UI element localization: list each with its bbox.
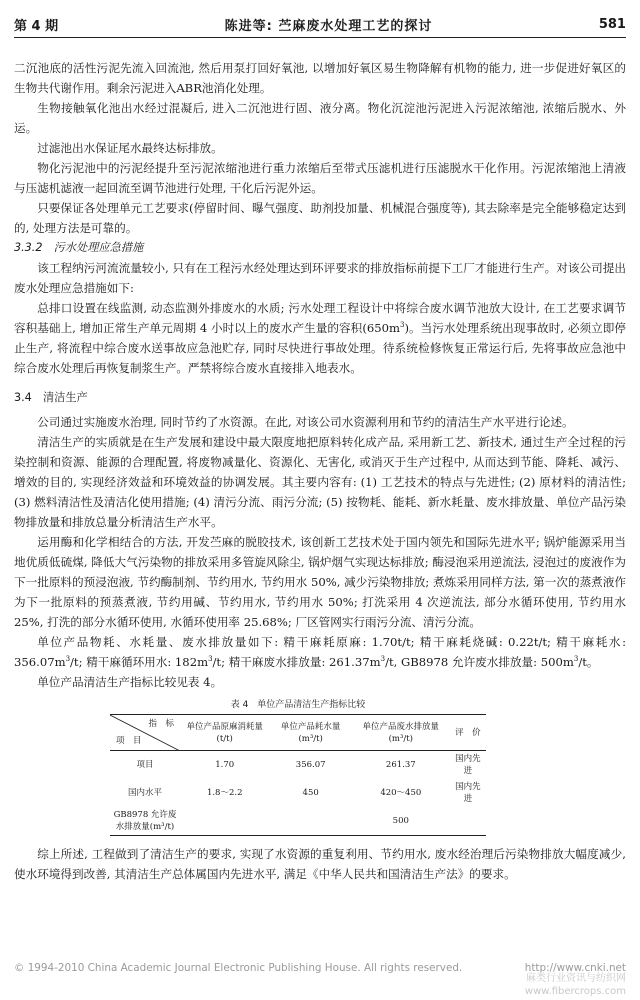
watermark-line: www.fibercrops.com: [524, 986, 626, 997]
table-cell: 261.37: [385, 760, 416, 770]
column-header: 单位产品原麻消耗量(t/t): [186, 721, 263, 744]
table-row: [110, 779, 486, 807]
table-cell: 国内先进: [455, 782, 481, 804]
table-header-row: [110, 715, 486, 751]
page-number: 581: [598, 16, 626, 32]
table-cell: 500: [392, 816, 409, 826]
text-run: /t。: [578, 655, 599, 669]
table-cell: 1.70: [215, 760, 235, 770]
paragraph: 公司通过实施废水治理, 同时节约了水资源。在此, 对该公司水资源利用和节约的清洁生产水平进行论述。: [37, 415, 574, 429]
paragraph: 物化污泥池中的污泥经提升至污泥浓缩池进行重力浓缩后至带式压滤机进行压滤脱水干化作用。污泥浓缩池上清液与压滤机滤液一起回流至调节池进行处理, 干化后污泥外运。: [14, 161, 626, 195]
table-cell: 420～450: [380, 788, 422, 798]
paragraph: 二沉池底的活性污泥先流入回流池, 然后用泵打回好氧池, 以增加好氧区易生物降解有机物的能力, 进一步促进好氧区的生物共代谢作用。剩余污泥进入ABR池消化处理。: [14, 61, 626, 95]
table-caption: 表 4 单位产品清洁生产指标比较: [230, 700, 366, 710]
comparison-table: [110, 714, 486, 836]
table-cell: 国内先进: [455, 754, 481, 776]
table-cell: [269, 807, 351, 836]
corner-label-top: 指 标: [148, 719, 174, 729]
paragraph: 单位产品清洁生产指标比较见表 4。: [37, 675, 223, 689]
paragraph: 生物接触氧化池出水经过混凝后, 进入二沉池进行固、液分离。物化沉淀池污泥进入污泥浓缩池, 浓缩后脱水、外运。: [14, 101, 626, 135]
table-row: [110, 807, 486, 836]
table-cell: [180, 807, 269, 836]
superscript: 3: [573, 655, 579, 664]
section-heading-3-4: 3.4 清洁生产: [14, 391, 88, 404]
column-header: 单位产品废水排放量(m³/t): [362, 721, 440, 744]
paragraph: 综上所述, 工程做到了清洁生产的要求, 实现了水资源的重复利用、节约用水, 废水经治理后污染物排放大幅度减少, 使水环境得到改善, 其清洁生产总体属国内先进水平, 满足《中华人民共和国清洁生产法》的要求。: [14, 847, 626, 881]
issue-number: 第 4 期: [14, 18, 59, 34]
text-run: 单位产品物耗、水耗量、废水排放量如下: 精干麻耗原麻: 1.70t/t; 精干麻耗烧碱: 0.22t/t; 精干麻耗水: 356.07m: [14, 635, 626, 669]
paragraph: 该工程纳污河流流量较小, 只有在工程污水经处理达到环评要求的排放指标前提下工厂才能进行生产。对该公司提出废水处理应急措施如下:: [14, 261, 626, 295]
table-row: [110, 751, 486, 780]
superscript: 3: [399, 321, 405, 330]
paragraph: [14, 298, 626, 378]
running-title: 陈进等: 苎麻废水处理工艺的探讨: [224, 18, 433, 34]
paragraph: 过滤池出水保证尾水最终达标排放。: [37, 141, 223, 155]
table-cell: 450: [302, 788, 319, 798]
cnki-link[interactable]: http://www.cnki.net: [524, 962, 626, 974]
table-cell: 1.8～2.2: [206, 788, 243, 798]
table-cell: 356.07: [295, 760, 326, 770]
table-cell: [450, 807, 486, 836]
row-label: 项目: [136, 760, 154, 770]
section-heading-3-3-2: 3.3.2 污水处理应急措施: [14, 241, 144, 254]
paragraph: 清洁生产的实质就是在生产发展和建设中最大限度地把原料转化成产品, 采用新工艺、新技术, 通过生产全过程的污染控制和资源、能源的合理配置, 将废物减量化、资源化、无害化, 或消灭于生产过程中, 从而达到节能、降耗、减污、增效的目的, 实现经济效益和环境效益的协调发展。其主要内容有: (1) 工艺技术的特点与先进性; (2) 原材料的清洁性; (3) 燃料清洁性及清洁化使用措施; (4) 清污分流、雨污分流; (5) 按物耗、能耗、新水耗量、废水排放量、单位产品污染物排放量和排放总量分析清洁生产水平。: [14, 435, 626, 529]
watermark-line: 麻类行业资讯与纺织网: [526, 973, 626, 984]
text-run: /t; 精干麻循环用水: 182m: [70, 655, 209, 669]
page-header: [14, 14, 626, 38]
corner-label-bottom: 项 目: [116, 736, 142, 746]
text-run: 总排口设置在线监测, 动态监测外排废水的水质; 污水处理工程设计中将综合废水调节池放大设计, 在工艺要求调节容积基础上, 增加正常生产单元周期 4 小时以上的废水产生量的容积(650m: [14, 301, 626, 335]
row-label: 国内水平: [127, 788, 162, 798]
superscript: 3: [380, 655, 386, 664]
paragraph: 运用酶和化学相结合的方法, 开发苎麻的脱胶技术, 该创新工艺技术处于国内领先和国际先进水平; 锅炉能源采用当地优质低硫煤, 降低大气污染物的排放采用多管旋风除尘, 锅炉烟气实现达标排放; 酶浸泡采用逆流法, 浸泡过的废液作为下一批原料的预浸泡液, 节约酶制剂、节约用水, 节约用水 50%, 减少污染物排放; 煮炼采用同样方法, 第一次的蒸煮液作为下一批原料的预蒸煮液, 节约用碱、节约用水, 节约用水 50%; 打洗采用 4 次逆流法, 部分水循环使用, 节约用水 25%, 打洗的部分水循环使用, 水循环使用率 25.68%; 厂区管网实行雨污分流、清污分流。: [14, 535, 626, 629]
row-label: GB8978 允许废水排放量(m³/t): [113, 810, 177, 832]
table-corner-cell: [110, 715, 180, 751]
text-run: /t, GB8978 允许废水排放量: 500m: [385, 655, 574, 669]
column-header: 评 价: [455, 727, 481, 738]
site-watermark: [525, 972, 626, 998]
superscript: 3: [208, 655, 213, 664]
article-body: [14, 58, 626, 884]
superscript: 3: [65, 655, 71, 664]
paragraph: 只要保证各处理单元工艺要求(停留时间、曝气强度、助剂投加量、机械混合强度等), 其去除率是完全能够稳定达到的, 处理方法是可靠的。: [14, 201, 626, 235]
copyright-notice: © 1994-2010 China Academic Journal Electronic Publishing House. All rights reserved.: [14, 962, 463, 974]
column-header: 单位产品耗水量(m³/t): [280, 721, 341, 744]
table-4: [14, 698, 626, 836]
paragraph: [14, 632, 626, 672]
text-run: /t; 精干麻废水排放量: 261.37m: [212, 655, 381, 669]
text-run: )。当污水处理系统出现事故时, 必须立即停止生产, 将流程中综合废水送事故应急池贮存, 同时尽快进行事故处理。待系统检修恢复正常运行后, 先将事故应急池中综合废水处理后再恢复制浆生产。严禁将综合废水直接排入地表水。: [14, 321, 627, 375]
